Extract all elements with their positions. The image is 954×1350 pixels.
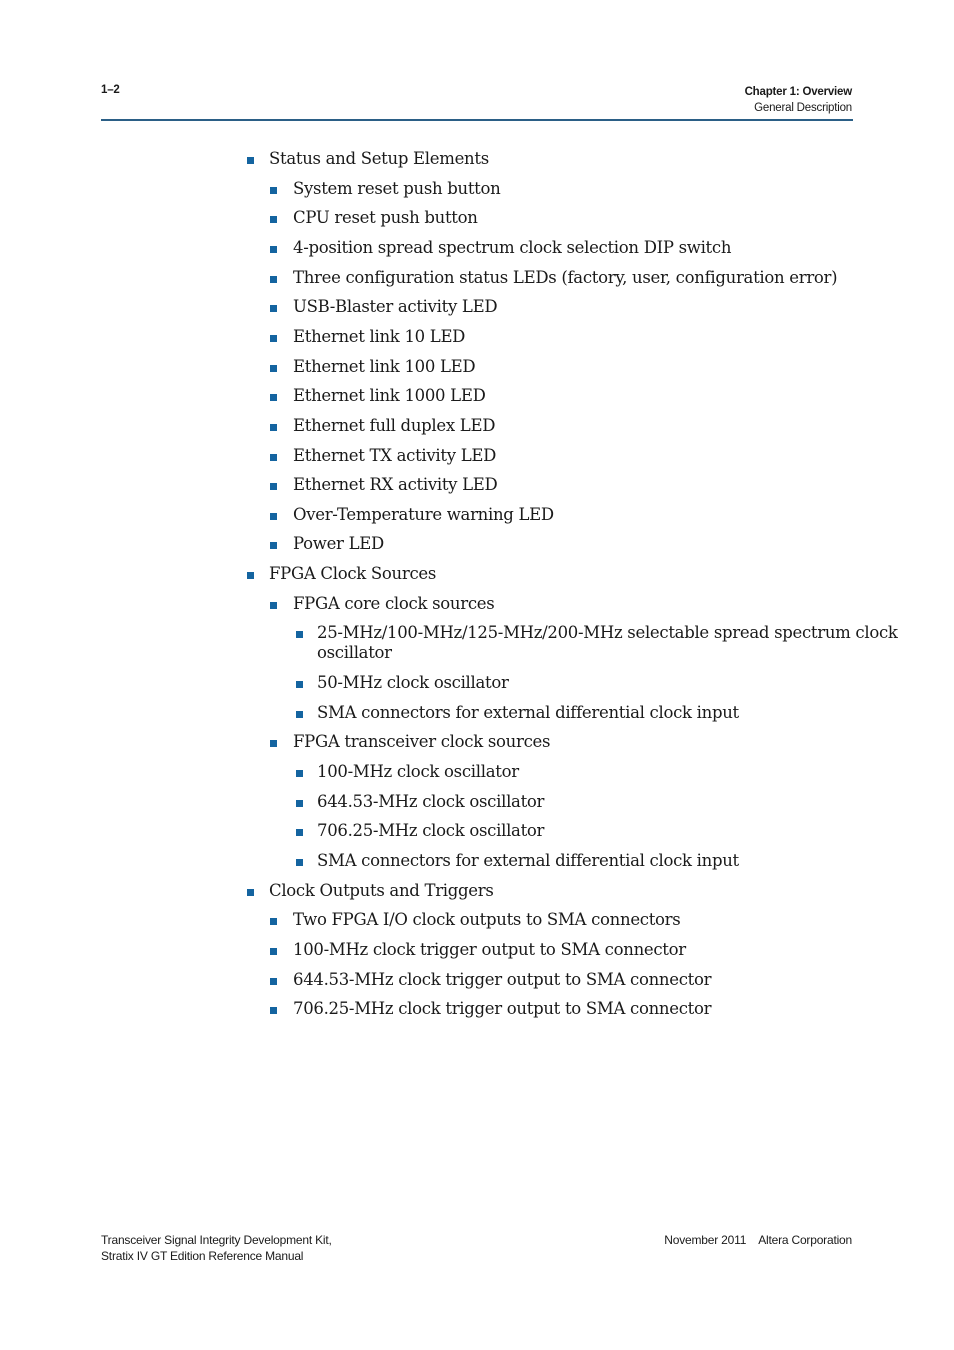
bullet-square-icon — [270, 424, 277, 431]
list-item-text: 644.53-MHz clock oscillator — [317, 791, 545, 811]
list-item-text: Two FPGA I/O clock outputs to SMA connectors — [293, 910, 681, 930]
chapter-title: Chapter 1: Overview — [744, 86, 852, 98]
bullet-square-icon — [270, 335, 277, 342]
list-item-text: SMA connectors for external differential clock input — [317, 702, 739, 722]
footer-date: November 2011 — [664, 1233, 747, 1247]
list-item-text: 50-MHz clock oscillator — [317, 673, 509, 693]
bullet-square-icon — [270, 276, 277, 283]
list-item-text: 100-MHz clock trigger output to SMA connector — [293, 939, 686, 959]
list-item-text: 4-position spread spectrum clock selection DIP switch — [293, 237, 732, 257]
bullet-square-icon — [247, 157, 254, 164]
list-item-text: SMA connectors for external differential clock input — [317, 850, 739, 870]
bullet-square-icon — [270, 740, 277, 747]
bullet-square-icon — [270, 1007, 277, 1014]
list-item-text: Ethernet full duplex LED — [293, 415, 496, 435]
footer-publication — [664, 1232, 852, 1248]
bullet-square-icon — [296, 711, 303, 718]
bullet-square-icon — [270, 978, 277, 985]
bullet-square-icon — [296, 859, 303, 866]
bullet-square-icon — [270, 365, 277, 372]
list-item-text: Over-Temperature warning LED — [293, 504, 554, 524]
bullet-square-icon — [270, 542, 277, 549]
list-item-text: Clock Outputs and Triggers — [269, 880, 494, 900]
bullet-square-icon — [247, 889, 254, 896]
bullet-square-icon — [247, 572, 254, 579]
header-rule — [101, 119, 853, 121]
bullet-square-icon — [270, 918, 277, 925]
footer-manual-line1: Transceiver Signal Integrity Development Kit, — [101, 1233, 332, 1247]
list-item-text: 25-MHz/100-MHz/125-MHz/200-MHz selectable spread spectrum clock — [317, 623, 898, 643]
list-item-text: Ethernet link 10 LED — [293, 326, 466, 346]
page-number: 1–2 — [101, 84, 120, 96]
bullet-square-icon — [296, 681, 303, 688]
bullet-square-icon — [270, 246, 277, 253]
footer-manual-title — [101, 1232, 332, 1264]
bullet-square-icon — [296, 829, 303, 836]
bullet-square-icon — [270, 602, 277, 609]
bullet-square-icon — [270, 187, 277, 194]
bullet-square-icon — [270, 394, 277, 401]
section-title: General Description — [754, 102, 852, 114]
list-item-text: 100-MHz clock oscillator — [317, 762, 519, 781]
list-item-text: Three configuration status LEDs (factory, user, configuration error) — [293, 267, 838, 287]
list-item-text: Ethernet link 100 LED — [293, 356, 476, 376]
bullet-square-icon — [270, 483, 277, 490]
footer-manual-line2: Stratix IV GT Edition Reference Manual — [101, 1249, 304, 1263]
list-item-text: FPGA transceiver clock sources — [293, 732, 551, 752]
bullet-square-icon — [296, 800, 303, 807]
bullet-square-icon — [270, 305, 277, 312]
bullet-square-icon — [296, 770, 303, 777]
list-item-text: Ethernet link 1000 LED — [293, 386, 486, 406]
list-item-text: FPGA core clock sources — [293, 593, 495, 613]
list-item-text: FPGA Clock Sources — [269, 564, 437, 584]
list-item-text: 644.53-MHz clock trigger output to SMA connector — [293, 969, 712, 989]
list-item-text: Ethernet TX activity LED — [293, 445, 497, 465]
bullet-square-icon — [270, 948, 277, 955]
list-item-text: USB-Blaster activity LED — [293, 297, 498, 317]
bullet-square-icon — [270, 513, 277, 520]
bullet-square-icon — [296, 631, 303, 638]
list-item-text: System reset push button — [293, 178, 501, 198]
list-item-text: 706.25-MHz clock trigger output to SMA connector — [293, 999, 712, 1019]
bullet-square-icon — [270, 216, 277, 223]
list-item-text: Ethernet RX activity LED — [293, 475, 498, 495]
running-header — [745, 84, 852, 116]
list-item-text: 706.25-MHz clock oscillator — [317, 821, 545, 841]
list-item-text: Power LED — [293, 534, 384, 554]
bullet-square-icon — [270, 454, 277, 461]
list-item-text: Status and Setup Elements — [269, 149, 489, 168]
list-item-text: CPU reset push button — [293, 208, 478, 228]
footer-company: Altera Corporation — [758, 1233, 852, 1247]
list-item-text-continuation: oscillator — [317, 643, 392, 663]
